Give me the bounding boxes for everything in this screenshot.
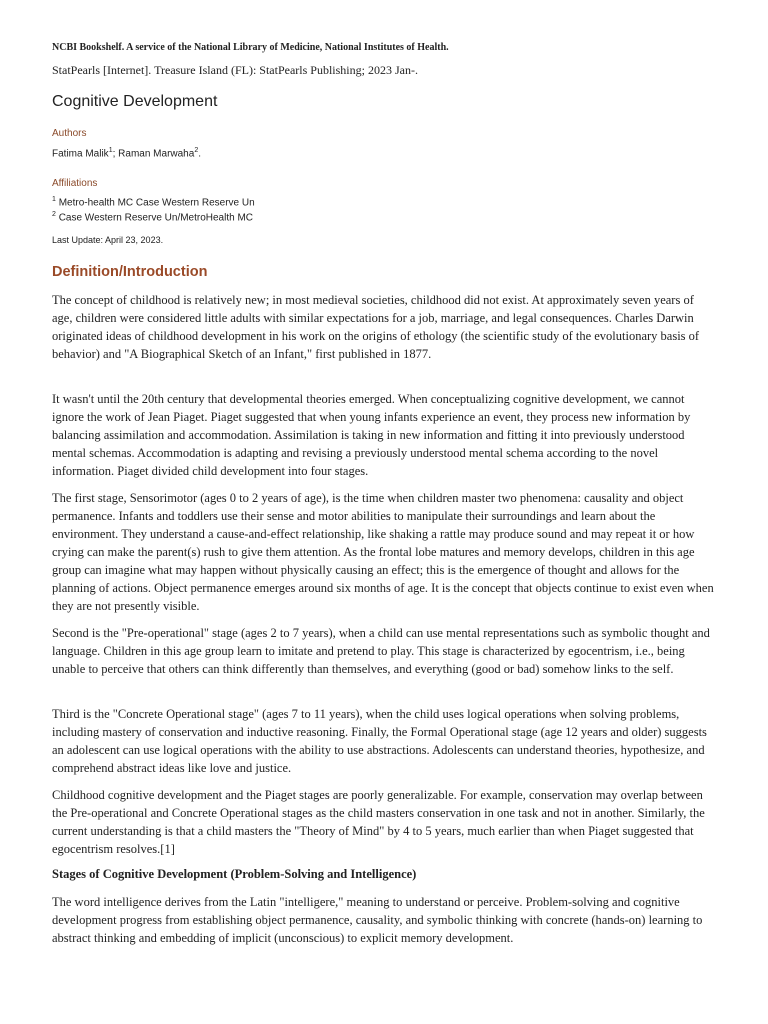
author-separator: ; <box>112 148 119 160</box>
paragraph-5: Third is the "Concrete Operational stage" (ages 7 to 11 years), when the child uses logical operations when solving problems, including mastery of conservation and inductive reasoning. Finally, the Formal Operational stage (age 12 years and older) suggests an adolescent can use logical operations with the ability to use abstractions. Adolescents can understand theories, hypothesize, and comprehend abstract ideas like love and justice. <box>52 707 707 775</box>
affiliations-label: Affiliations <box>52 178 98 189</box>
ncbi-header: NCBI Bookshelf. A service of the National Library of Medicine, National Institutes of Health. <box>52 42 449 53</box>
page-title: Cognitive Development <box>52 93 218 110</box>
authors-line <box>52 147 201 159</box>
authors-label: Authors <box>52 128 87 139</box>
paragraph-4: Second is the "Pre-operational" stage (ages 2 to 7 years), when a child can use mental representations such as symbolic thought and language. Children in this age group learn to imitate and pretend to play. This stage is characterized by egocentrism, i.e., being unable to perceive that others can think differently than themselves, and everything (good or bad) somehow links to the self. <box>52 626 710 676</box>
affiliation-2-text: Case Western Reserve Un/MetroHealth MC <box>58 212 254 224</box>
paragraph-3: The first stage, Sensorimotor (ages 0 to 2 years of age), is the time when children master two phenomena: causality and object permanence. Infants and toddlers use their sense and motor abilities to manipulate their surroundings and learn about the environment. They understand a cause-and-effect relationship, like shaking a rattle may produce sound and may repeat it or how crying can make the parent(s) rush to give them attention. As the frontal lobe matures and memory develops, children in this age group can imagine what may happen without physically causing an effect; this is the emergence of thought and allows for the planning of actions. Object permanence emerges around six months of age. It is the concept that objects continue to exist even when they are not presently visible. <box>52 491 714 613</box>
affiliation-1 <box>52 196 255 208</box>
authors-end: . <box>198 148 201 160</box>
affiliation-2-sup: 2 <box>52 211 56 218</box>
author-2-sup: 2 <box>194 147 199 154</box>
paragraph-1: The concept of childhood is relatively new; in most medieval societies, childhood did not exist. At approximately seven years of age, children were considered little adults with similar expectations for a job, marriage, and legal consequences. Charles Darwin originated ideas of childhood development in his work on the origins of ethology (the scientific study of the evolutionary basis of behavior) and "A Biographical Sketch of an Infant," first published in 1877. <box>52 293 700 361</box>
author-2[interactable]: Raman Marwaha <box>118 148 195 160</box>
section-heading: Definition/Introduction <box>52 264 208 280</box>
paragraph-2: It wasn't until the 20th century that developmental theories emerged. When conceptualizing cognitive development, we cannot ignore the work of Jean Piaget. Piaget suggested that when young infants experience an event, they process new information by balancing assimilation and accommodation. Assimilation is taking in new information and fitting it into previously understood mental schemas. Accommodation is adapting and revising a previously understood mental schema according to the novel information. Piaget divided child development into four stages. <box>52 392 691 478</box>
affiliation-1-text: Metro-health MC Case Western Reserve Un <box>58 197 255 209</box>
citation-line: StatPearls [Internet]. Treasure Island (FL): StatPearls Publishing; 2023 Jan-. <box>52 63 418 77</box>
author-1[interactable]: Fatima Malik <box>52 148 109 160</box>
affiliation-2 <box>52 211 253 223</box>
affiliation-1-sup: 1 <box>52 196 56 203</box>
author-1-sup: 1 <box>108 147 113 154</box>
last-update: Last Update: April 23, 2023. <box>52 235 164 245</box>
subheading: Stages of Cognitive Development (Problem-Solving and Intelligence) <box>52 867 417 881</box>
paragraph-6: Childhood cognitive development and the Piaget stages are poorly generalizable. For example, conservation may overlap between the Pre-operational and Concrete Operational stages as the child masters conservation in one task and not in another. Similarly, the current understanding is that a child masters the "Theory of Mind" by 4 to 5 years, much earlier than when Piaget suggested that egocentrism resolves.[1] <box>52 788 705 856</box>
paragraph-7: The word intelligence derives from the Latin "intelligere," meaning to understand or perceive. Problem-solving and cognitive development progress from establishing object permanence, causality, and symbolic thinking with concrete (hands-on) learning to abstract thinking and embedding of implicit (unconscious) to explicit memory development. <box>52 895 703 945</box>
